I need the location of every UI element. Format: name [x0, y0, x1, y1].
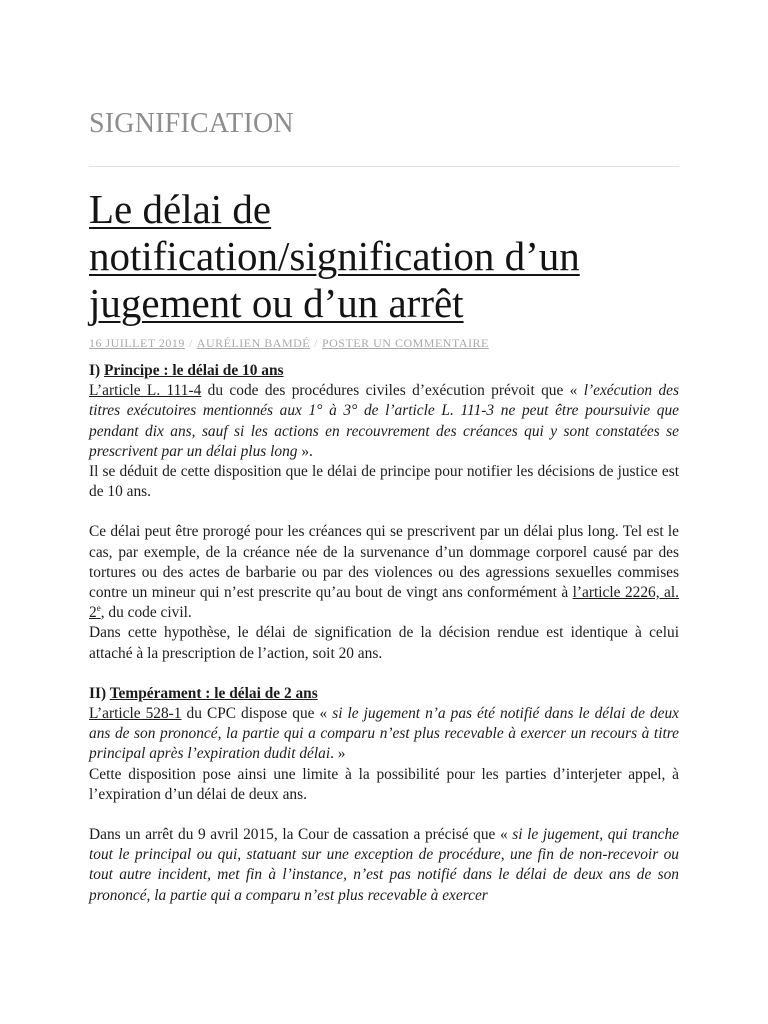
paragraph: Cette disposition pose ainsi une limite à la possibilité pour les parties d’interjeter appel, à l’expiration d’un délai de deux ans.: [89, 765, 679, 803]
quote-text: l’exécution des titres exécutoires mentionnés aux 1° à 3° de l’article L. 111-3 ne peut être poursuivie que pendant dix ans, sauf si les actions en recouvrement des créances qui y sont constatées se prescrivent par un délai plus long: [89, 382, 679, 460]
meta-separator: /: [314, 336, 318, 350]
spacer: [89, 664, 679, 684]
paragraph-text: . »: [330, 745, 346, 763]
paragraph-text: , du code civil.: [100, 604, 192, 622]
paragraph-text: Dans un arrêt du 9 avril 2015, la Cour de cassation a précisé que «: [89, 826, 513, 844]
article-link-528-1[interactable]: L’article 528-1: [89, 705, 182, 723]
paragraph-text: du code des procédures civiles d’exécution prévoit que «: [201, 382, 584, 400]
article-body: [89, 361, 679, 906]
meta-separator: /: [188, 336, 193, 350]
paragraph-text: ».: [297, 442, 313, 460]
section-heading-1: [89, 361, 679, 381]
quote-text: si le jugement, qui tranche tout le principal ou qui, statuant sur une exception de procédure, une fin de non-recevoir ou tout autre incident, met fin à l’instance, n’est pas notifié dans le délai de deux ans de son prononcé, la partie qui a comparu n’est plus recevable à exercer: [89, 826, 679, 904]
article-link-l111-4[interactable]: L’article L. 111-4: [89, 382, 202, 400]
quote-text: si le jugement n’a pas été notifié dans le délai de deux ans de son prononcé, la partie qui a comparu n’est plus recevable à exercer un recours à titre principal après l’expiration dudit délai: [89, 705, 679, 763]
author-link[interactable]: AURÉLIEN BAMDÉ: [196, 336, 311, 350]
spacer: [89, 805, 679, 825]
paragraph-text: Ce délai peut être prorogé pour les créances qui se prescrivent par un délai plus long. Tel est le cas, par exemple, de la créance née de la survenance d’un dommage corporel causé par des tortures ou des actes de barbarie ou par des violences ou des agressions sexuelles commises contre un mineur qui n’est prescrite qu’au bout de vingt ans conformément à: [89, 523, 679, 602]
link-text: l’article 2226, al. 2: [89, 584, 679, 622]
section-title: Principe : le délai de 10 ans: [103, 362, 284, 379]
section-title: Tempérament : le délai de 2 ans: [109, 684, 318, 702]
comment-link[interactable]: POSTER UN COMMENTAIRE: [321, 336, 489, 350]
article-title[interactable]: Le délai de notification/signification d’un jugement ou d’un arrêt: [89, 186, 580, 326]
post-date-link[interactable]: 16 JUILLET 2019: [89, 336, 185, 350]
paragraph: Il se déduit de cette disposition que le délai de principe pour notifier les décisions de justice est de 10 ans.: [89, 463, 679, 501]
paragraph: Dans cette hypothèse, le délai de signification de la décision rendue est identique à celui attaché à la prescription de l’action, soit 20 ans.: [89, 624, 679, 662]
section-number: II): [89, 684, 107, 702]
paragraph-text: du CPC dispose que «: [181, 705, 333, 723]
paragraph: [89, 381, 679, 462]
article-meta: [89, 336, 489, 350]
paragraph: [89, 522, 679, 623]
paragraph: [89, 704, 679, 765]
superscript: e: [96, 603, 101, 614]
divider: [89, 166, 679, 167]
section-heading-2: [89, 684, 679, 704]
section-number: I): [89, 362, 101, 379]
paragraph: [89, 825, 679, 906]
category-title[interactable]: SIGNIFICATION: [89, 108, 294, 139]
spacer: [89, 502, 679, 522]
